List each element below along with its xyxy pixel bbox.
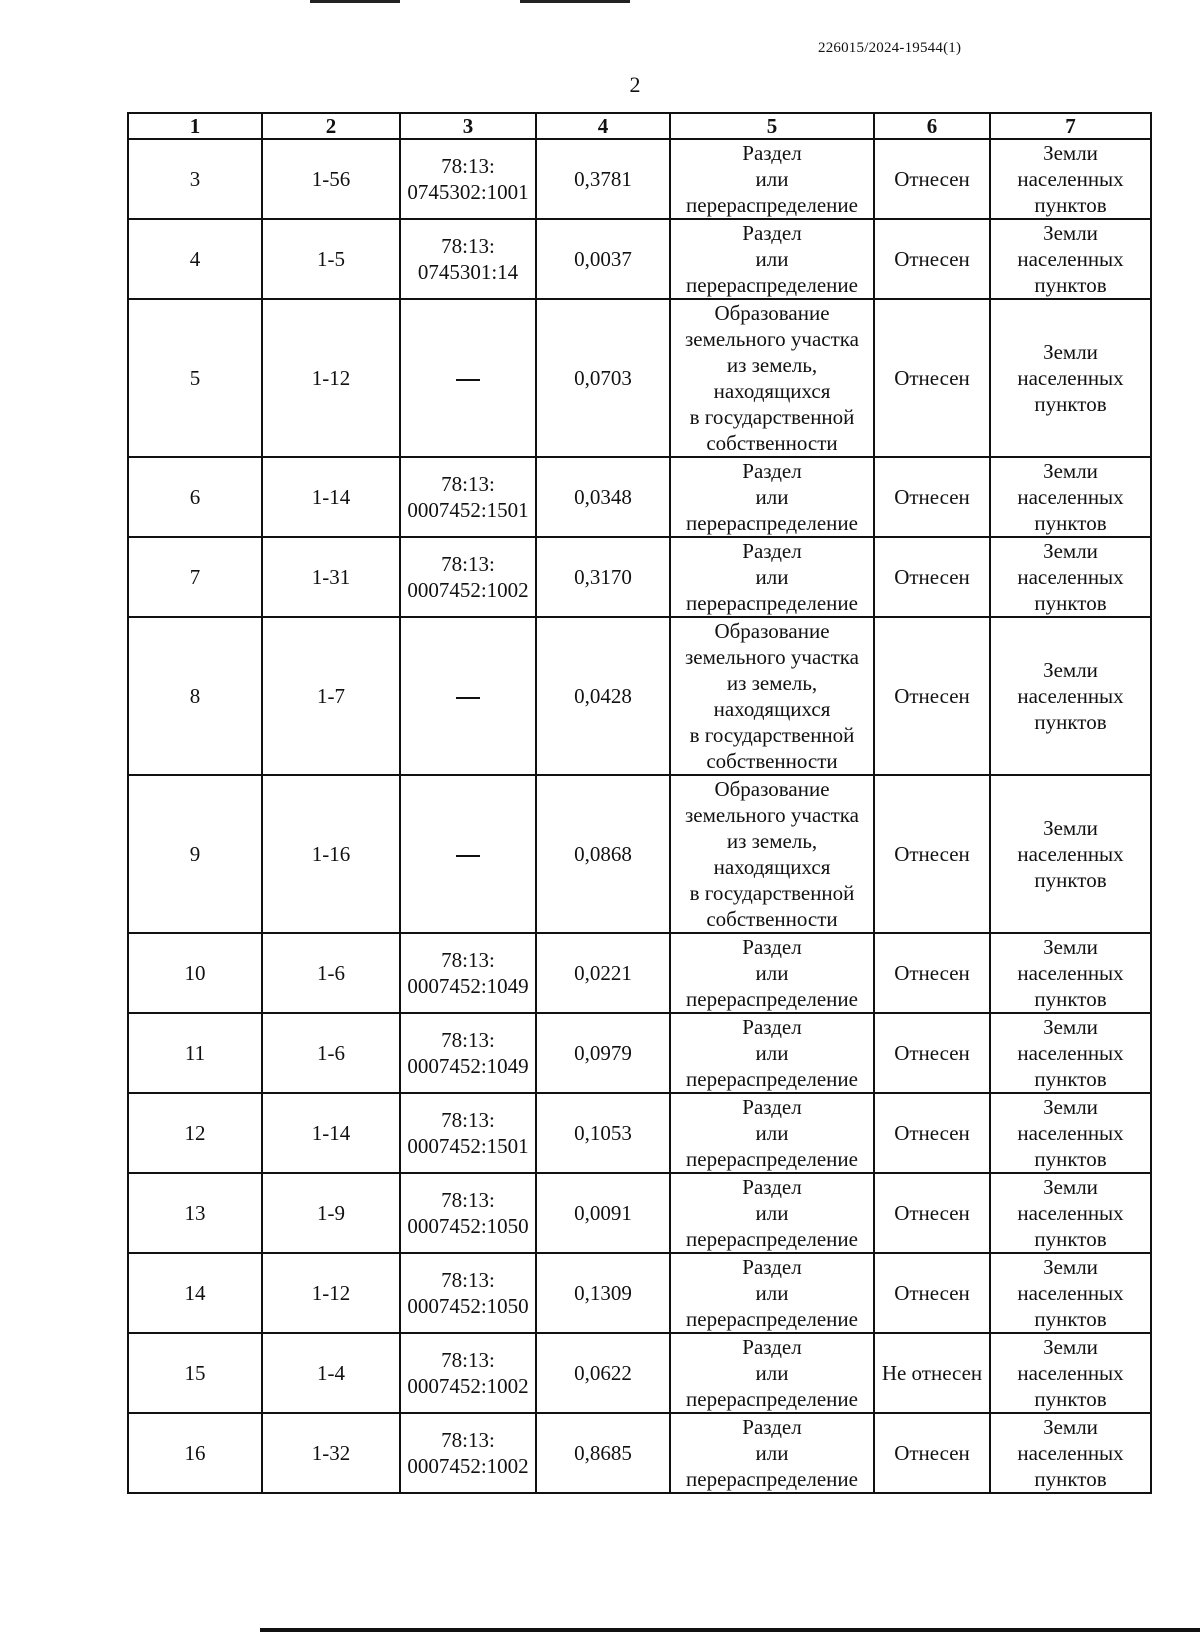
formation-method-cell-line: перераспределение (686, 1307, 858, 1331)
area-cell: 0,0979 (536, 1013, 670, 1093)
land-category-cell-line: Земли (1043, 340, 1098, 364)
formation-method-cell-line: Раздел (742, 221, 802, 245)
formation-method-cell-line: собственности (706, 749, 838, 773)
land-category-cell-line: Земли (1043, 1415, 1098, 1439)
cadastral-number-cell (400, 139, 536, 219)
formation-method-cell (670, 537, 874, 617)
land-category-cell-line: Земли (1043, 141, 1098, 165)
formation-method-cell-line: Раздел (742, 1255, 802, 1279)
land-category-cell-line: пунктов (1034, 1467, 1107, 1491)
contour-cell: 1-9 (262, 1173, 400, 1253)
land-category-cell-line: пунктов (1034, 1307, 1107, 1331)
land-category-cell-line: населенных (1017, 1281, 1124, 1305)
row-number-cell: 15 (128, 1333, 262, 1413)
empty-value-dash (456, 855, 480, 857)
assignment-status-cell: Отнесен (874, 617, 990, 775)
land-category-cell (990, 537, 1151, 617)
cadastral-number-cell (400, 1093, 536, 1173)
cadastral-number-cell-line: 78:13: (441, 948, 495, 972)
cadastral-number-cell-line: 78:13: (441, 1348, 495, 1372)
area-cell: 0,0091 (536, 1173, 670, 1253)
assignment-status-cell: Отнесен (874, 537, 990, 617)
cadastral-number-cell-line: 0007452:1501 (407, 498, 529, 522)
formation-method-cell-line: Раздел (742, 1415, 802, 1439)
assignment-status-cell: Отнесен (874, 933, 990, 1013)
formation-method-cell-line: из земель, (726, 353, 818, 377)
cadastral-number-cell-line: 78:13: (441, 234, 495, 258)
formation-method-cell (670, 139, 874, 219)
land-category-cell-line: населенных (1017, 167, 1124, 191)
formation-method-cell-line: перераспределение (686, 1067, 858, 1091)
table-row (128, 1253, 1151, 1333)
table-row (128, 139, 1151, 219)
formation-method-cell-line: или (755, 1361, 789, 1385)
assignment-status-cell: Отнесен (874, 139, 990, 219)
assignment-status-cell: Отнесен (874, 1413, 990, 1493)
table-row (128, 1333, 1151, 1413)
cadastral-number-cell-line: 0007452:1501 (407, 1134, 529, 1158)
formation-method-cell-line: Образование (714, 301, 830, 325)
cadastral-number-cell (400, 933, 536, 1013)
formation-method-cell-line: перераспределение (686, 987, 858, 1011)
formation-method-cell (670, 219, 874, 299)
table-row (128, 1173, 1151, 1253)
formation-method-cell (670, 1093, 874, 1173)
formation-method-cell-line: или (755, 167, 789, 191)
land-category-cell (990, 457, 1151, 537)
land-category-cell-line: пунктов (1034, 273, 1107, 297)
land-category-cell-line: пунктов (1034, 591, 1107, 615)
formation-method-cell-line: находящихся (713, 697, 831, 721)
assignment-status-cell: Отнесен (874, 1013, 990, 1093)
land-category-cell-line: пунктов (1034, 710, 1107, 734)
cadastral-number-cell-line: 0007452:1002 (407, 1374, 529, 1398)
cadastral-number-cell (400, 1413, 536, 1493)
formation-method-cell-line: Раздел (742, 1335, 802, 1359)
formation-method-cell-line: Раздел (742, 1015, 802, 1039)
land-category-cell-line: Земли (1043, 1335, 1098, 1359)
land-category-cell-line: пунктов (1034, 193, 1107, 217)
formation-method-cell-line: или (755, 1441, 789, 1465)
cadastral-number-cell (400, 457, 536, 537)
area-cell: 0,0622 (536, 1333, 670, 1413)
row-number-cell: 5 (128, 299, 262, 457)
land-category-cell-line: населенных (1017, 1201, 1124, 1225)
column-header: 3 (400, 113, 536, 139)
land-category-cell-line: пунктов (1034, 868, 1107, 892)
area-cell: 0,3781 (536, 139, 670, 219)
land-category-cell-line: Земли (1043, 935, 1098, 959)
cadastral-number-cell (400, 1013, 536, 1093)
contour-cell: 1-14 (262, 457, 400, 537)
cadastral-number-cell-line: 78:13: (441, 1188, 495, 1212)
assignment-status-cell: Отнесен (874, 457, 990, 537)
cadastral-number-cell-line: 0007452:1050 (407, 1214, 529, 1238)
land-category-cell (990, 139, 1151, 219)
contour-cell: 1-56 (262, 139, 400, 219)
land-category-cell-line: населенных (1017, 684, 1124, 708)
formation-method-cell-line: или (755, 247, 789, 271)
column-header: 5 (670, 113, 874, 139)
land-category-cell-line: населенных (1017, 485, 1124, 509)
formation-method-cell-line: в государственной (689, 723, 855, 747)
land-category-cell-line: пунктов (1034, 1387, 1107, 1411)
land-category-cell (990, 219, 1151, 299)
formation-method-cell-line: земельного участка (685, 327, 859, 351)
formation-method-cell (670, 1173, 874, 1253)
land-category-cell-line: пунктов (1034, 1147, 1107, 1171)
land-category-cell-line: пунктов (1034, 511, 1107, 535)
formation-method-cell-line: Образование (714, 777, 830, 801)
scan-bottom-edge-mark (260, 1628, 1200, 1632)
formation-method-cell-line: собственности (706, 431, 838, 455)
assignment-status-cell: Отнесен (874, 775, 990, 933)
area-cell: 0,0221 (536, 933, 670, 1013)
area-cell: 0,8685 (536, 1413, 670, 1493)
formation-method-cell-line: Раздел (742, 1175, 802, 1199)
land-category-cell-line: населенных (1017, 1121, 1124, 1145)
formation-method-cell-line: перераспределение (686, 591, 858, 615)
contour-cell: 1-32 (262, 1413, 400, 1493)
cadastral-number-cell (400, 1253, 536, 1333)
area-cell: 0,0703 (536, 299, 670, 457)
formation-method-cell-line: Раздел (742, 141, 802, 165)
row-number-cell: 4 (128, 219, 262, 299)
table-body (128, 139, 1151, 1493)
cadastral-number-cell-line: 0007452:1002 (407, 1454, 529, 1478)
cadastral-number-cell-line: 78:13: (441, 1028, 495, 1052)
formation-method-cell-line: Раздел (742, 935, 802, 959)
table-row (128, 457, 1151, 537)
area-cell: 0,0037 (536, 219, 670, 299)
area-cell: 0,0868 (536, 775, 670, 933)
formation-method-cell-line: земельного участка (685, 803, 859, 827)
land-category-cell (990, 1093, 1151, 1173)
formation-method-cell (670, 1413, 874, 1493)
formation-method-cell-line: Раздел (742, 1095, 802, 1119)
cadastral-number-cell-line: 78:13: (441, 1108, 495, 1132)
formation-method-cell-line: Раздел (742, 539, 802, 563)
table-row (128, 933, 1151, 1013)
cadastral-number-cell-line: 78:13: (441, 1268, 495, 1292)
formation-method-cell-line: перераспределение (686, 1387, 858, 1411)
formation-method-cell-line: собственности (706, 907, 838, 931)
assignment-status-cell: Отнесен (874, 1253, 990, 1333)
formation-method-cell-line: перераспределение (686, 273, 858, 297)
table-row (128, 1013, 1151, 1093)
contour-cell: 1-4 (262, 1333, 400, 1413)
row-number-cell: 14 (128, 1253, 262, 1333)
cadastral-number-cell-line: 78:13: (441, 154, 495, 178)
assignment-status-cell: Отнесен (874, 1173, 990, 1253)
formation-method-cell-line: земельного участка (685, 645, 859, 669)
column-header: 4 (536, 113, 670, 139)
formation-method-cell (670, 775, 874, 933)
formation-method-cell-line: или (755, 485, 789, 509)
cadastral-number-cell (400, 1333, 536, 1413)
area-cell: 0,0428 (536, 617, 670, 775)
contour-cell: 1-12 (262, 1253, 400, 1333)
formation-method-cell-line: или (755, 1121, 789, 1145)
contour-cell: 1-7 (262, 617, 400, 775)
land-category-cell-line: населенных (1017, 247, 1124, 271)
table-row (128, 775, 1151, 933)
row-number-cell: 11 (128, 1013, 262, 1093)
row-number-cell: 6 (128, 457, 262, 537)
formation-method-cell-line: перераспределение (686, 1147, 858, 1171)
land-category-cell-line: Земли (1043, 1015, 1098, 1039)
cadastral-number-cell (400, 775, 536, 933)
land-category-cell-line: пунктов (1034, 1067, 1107, 1091)
row-number-cell: 13 (128, 1173, 262, 1253)
land-category-cell-line: Земли (1043, 816, 1098, 840)
land-category-cell (990, 775, 1151, 933)
land-category-cell-line: Земли (1043, 1255, 1098, 1279)
contour-cell: 1-31 (262, 537, 400, 617)
formation-method-cell (670, 1013, 874, 1093)
table-row (128, 537, 1151, 617)
formation-method-cell-line: или (755, 565, 789, 589)
formation-method-cell-line: Раздел (742, 459, 802, 483)
table-row (128, 617, 1151, 775)
area-cell: 0,3170 (536, 537, 670, 617)
column-header: 7 (990, 113, 1151, 139)
land-category-cell (990, 1413, 1151, 1493)
land-category-cell-line: населенных (1017, 1041, 1124, 1065)
formation-method-cell-line: или (755, 961, 789, 985)
row-number-cell: 10 (128, 933, 262, 1013)
formation-method-cell-line: или (755, 1041, 789, 1065)
cadastral-number-cell-line: 0007452:1049 (407, 1054, 529, 1078)
contour-cell: 1-12 (262, 299, 400, 457)
land-category-cell (990, 1013, 1151, 1093)
row-number-cell: 16 (128, 1413, 262, 1493)
land-category-cell-line: населенных (1017, 366, 1124, 390)
land-category-cell-line: пунктов (1034, 987, 1107, 1011)
land-category-cell-line: населенных (1017, 1441, 1124, 1465)
row-number-cell: 9 (128, 775, 262, 933)
contour-cell: 1-6 (262, 933, 400, 1013)
formation-method-cell (670, 617, 874, 775)
land-category-cell (990, 1253, 1151, 1333)
land-category-cell-line: населенных (1017, 842, 1124, 866)
empty-value-dash (456, 697, 480, 699)
formation-method-cell-line: находящихся (713, 855, 831, 879)
contour-cell: 1-6 (262, 1013, 400, 1093)
formation-method-cell-line: в государственной (689, 881, 855, 905)
cadastral-number-cell (400, 219, 536, 299)
table-row (128, 1413, 1151, 1493)
formation-method-cell (670, 457, 874, 537)
area-cell: 0,0348 (536, 457, 670, 537)
contour-cell: 1-14 (262, 1093, 400, 1173)
assignment-status-cell: Не отнесен (874, 1333, 990, 1413)
document-number: 226015/2024-19544(1) (818, 40, 962, 56)
column-header: 6 (874, 113, 990, 139)
assignment-status-cell: Отнесен (874, 219, 990, 299)
formation-method-cell-line: перераспределение (686, 1467, 858, 1491)
formation-method-cell-line: находящихся (713, 379, 831, 403)
row-number-cell: 7 (128, 537, 262, 617)
land-category-cell (990, 1173, 1151, 1253)
formation-method-cell-line: или (755, 1201, 789, 1225)
empty-value-dash (456, 379, 480, 381)
row-number-cell: 3 (128, 139, 262, 219)
assignment-status-cell: Отнесен (874, 299, 990, 457)
contour-cell: 1-5 (262, 219, 400, 299)
formation-method-cell (670, 1253, 874, 1333)
formation-method-cell (670, 1333, 874, 1413)
scan-top-edge-mark (520, 0, 630, 3)
land-category-cell-line: Земли (1043, 221, 1098, 245)
cadastral-number-cell-line: 78:13: (441, 552, 495, 576)
formation-method-cell-line: перераспределение (686, 193, 858, 217)
cadastral-number-cell-line: 0007452:1050 (407, 1294, 529, 1318)
column-header: 1 (128, 113, 262, 139)
cadastral-number-cell (400, 537, 536, 617)
land-category-cell (990, 1333, 1151, 1413)
land-category-cell-line: пунктов (1034, 392, 1107, 416)
table-header-row (128, 113, 1151, 139)
land-category-cell (990, 617, 1151, 775)
land-category-cell-line: Земли (1043, 1095, 1098, 1119)
table-row (128, 219, 1151, 299)
land-category-cell-line: пунктов (1034, 1227, 1107, 1251)
formation-method-cell-line: перераспределение (686, 511, 858, 535)
land-category-cell-line: населенных (1017, 1361, 1124, 1385)
table-row (128, 1093, 1151, 1173)
land-category-cell-line: населенных (1017, 961, 1124, 985)
column-header: 2 (262, 113, 400, 139)
assignment-status-cell: Отнесен (874, 1093, 990, 1173)
land-category-cell-line: Земли (1043, 1175, 1098, 1199)
land-category-cell-line: Земли (1043, 658, 1098, 682)
formation-method-cell (670, 299, 874, 457)
row-number-cell: 12 (128, 1093, 262, 1173)
land-category-cell-line: Земли (1043, 539, 1098, 563)
scan-top-edge-mark (310, 0, 400, 3)
table-row (128, 299, 1151, 457)
cadastral-number-cell (400, 299, 536, 457)
formation-method-cell-line: в государственной (689, 405, 855, 429)
row-number-cell: 8 (128, 617, 262, 775)
cadastral-number-cell-line: 78:13: (441, 1428, 495, 1452)
area-cell: 0,1053 (536, 1093, 670, 1173)
formation-method-cell-line: Образование (714, 619, 830, 643)
formation-method-cell-line: из земель, (726, 671, 818, 695)
area-cell: 0,1309 (536, 1253, 670, 1333)
cadastral-number-cell-line: 0007452:1002 (407, 578, 529, 602)
cadastral-number-cell (400, 617, 536, 775)
cadastral-number-cell-line: 0745302:1001 (407, 180, 529, 204)
land-category-cell-line: Земли (1043, 459, 1098, 483)
cadastral-number-cell-line: 0745301:14 (417, 260, 519, 284)
land-category-cell (990, 299, 1151, 457)
formation-method-cell-line: из земель, (726, 829, 818, 853)
contour-cell: 1-16 (262, 775, 400, 933)
land-plots-table (127, 112, 1152, 1494)
formation-method-cell (670, 933, 874, 1013)
land-category-cell (990, 933, 1151, 1013)
cadastral-number-cell-line: 0007452:1049 (407, 974, 529, 998)
formation-method-cell-line: перераспределение (686, 1227, 858, 1251)
land-category-cell-line: населенных (1017, 565, 1124, 589)
page-number: 2 (629, 72, 641, 97)
cadastral-number-cell (400, 1173, 536, 1253)
formation-method-cell-line: или (755, 1281, 789, 1305)
cadastral-number-cell-line: 78:13: (441, 472, 495, 496)
